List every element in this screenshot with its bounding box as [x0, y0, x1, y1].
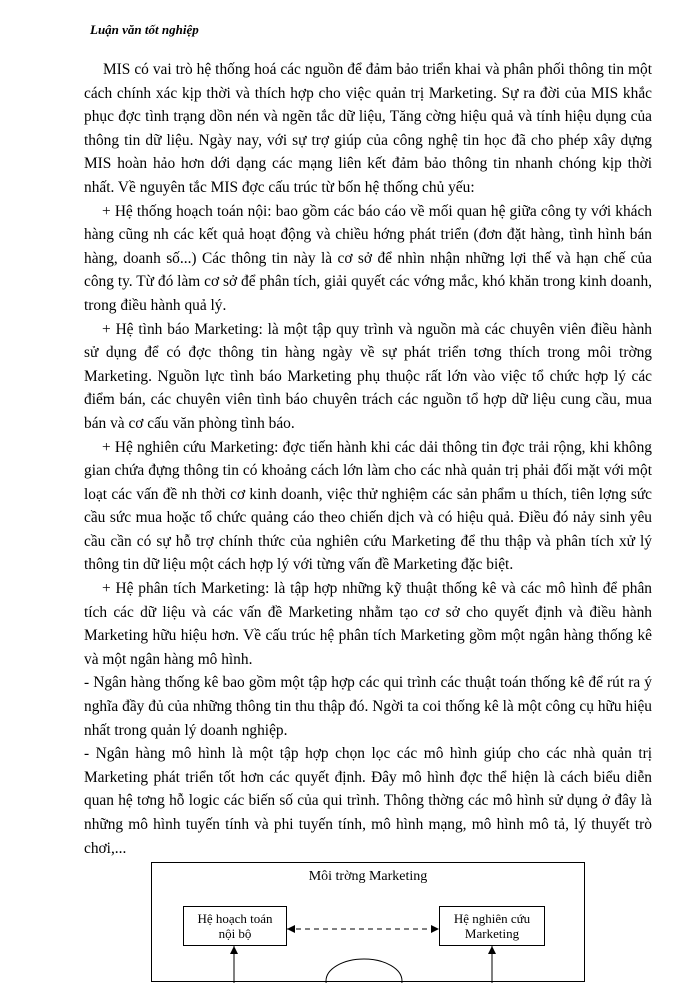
center-ellipse	[326, 959, 402, 983]
dash-model-bank: - Ngân hàng mô hình là một tập hợp chọn lọc các mô hình giúp cho các nhà quản trị Marketing phát triển tốt hơn các quyết định. Đây mô hình đợc thể hiện là cách biểu diễn quan hệ tơng hỗ logic các biến số của qui trình. Thông thờng các mô hình sử dụng ở đây là những mô hình tuyến tính và phi tuyến tính, mô hình mạng, mô hình mô tả, lý thuyết trò chơi,...	[84, 745, 652, 857]
box-label-line: Hệ nghiên cứu	[453, 911, 531, 926]
bullet-marketing-research: + Hệ nghiên cứu Marketing: đợc tiến hành khi các dải thông tin đợc trải rộng, khi không gian chứa đựng thông tin có khoảng cách lớn làm cho các nhà quản trị phải đối mặt với một loạt các vấn đề nh thời cơ kinh doanh, việc thử nghiệm các sản phẩm u thích, tiên lợng sức cầu sức mua hoặc tổ chức quảng cáo theo chiến dịch và có hiệu quả. Điều đó nảy sinh yêu cầu cần có sự hỗ trợ chính thức của nghiên cứu Marketing để thu thập và phân tích xử lý thông tin dữ liệu một cách hợp lý với từng vấn đề Marketing đặc biệt.	[84, 438, 652, 574]
diagram-title: Môi trờng Marketing	[308, 869, 428, 884]
box-marketing-research	[439, 906, 545, 946]
arrow-up-icon	[230, 946, 238, 954]
document-body	[84, 58, 652, 860]
mis-diagram	[151, 862, 585, 982]
bullet-internal-accounting: + Hệ thống hoạch toán nội: bao gồm các báo cáo về mối quan hệ giữa công ty với khách hàng cũng nh các kết quả hoạt động và chiều hớng phát triển (đơn đặt hàng, tình hình bán hàng, doanh số...) Các thông tin này là cơ sở để nhìn nhận những lợi thế và hạn chế của công ty. Từ đó làm cơ sở để phân tích, giải quyết các vớng mắc, khó khăn trong kinh doanh, trong điều hành quả lý.	[84, 202, 652, 314]
arrow-right-icon	[431, 925, 439, 933]
box-label-line: nội bộ	[218, 926, 252, 941]
box-internal-accounting	[183, 906, 287, 946]
box-label-line: Hệ hoạch toán	[197, 911, 273, 926]
arrow-up-icon	[488, 946, 496, 954]
intro-paragraph: MIS có vai trò hệ thống hoá các nguồn để đảm bảo triển khai và phân phối thông tin một cách chính xác kịp thời và thích hợp cho việc quản trị Marketing. Sự ra đời của MIS khắc phục đợc tình trạng dồn nén và ngẽn tắc dữ liệu, Tăng cờng hiệu quả và tính hiệu dụng của thông tin dữ liệu. Ngày nay, với sự trợ giúp của công nghệ tin học đã cho phép xây dựng MIS hoàn hảo hơn dới dạng các mạng liên kết đảm bảo thông tin nhanh chóng kịp thời nhất. Về nguyên tắc MIS đợc cấu trúc từ bốn hệ thống chủ yếu:	[84, 61, 652, 196]
arrow-left-icon	[287, 925, 295, 933]
bullet-marketing-intelligence: + Hệ tình báo Marketing: là một tập quy trình và nguồn mà các chuyên viên điều hành sử dụng để có đợc thông tin hàng ngày về sự phát triển tơng thích trong môi trờng Marketing. Nguồn lực tình báo Marketing phụ thuộc rất lớn vào việc tổ chức hợp lý các điểm bán, các chuyên viên tình báo chuyên trách các nguồn tổ hợp dữ liệu cung cầu, mua bán và cơ cấu văn phòng tình báo.	[84, 320, 652, 432]
page-header: Luận văn tốt nghiệp	[90, 22, 199, 37]
box-label-line: Marketing	[464, 926, 520, 941]
bullet-marketing-analysis: + Hệ phân tích Marketing: là tập hợp những kỹ thuật thống kê và các mô hình để phân tích các dữ liệu và các vấn đề Marketing nhằm tạo cơ sở cho quyết định và điều hành Marketing hữu hiệu hơn. Về cấu trúc hệ phân tích Marketing gồm một ngân hàng thống kê và một ngân hàng mô hình.	[84, 580, 652, 668]
dash-statistics-bank: - Ngân hàng thống kê bao gồm một tập hợp các qui trình các thuật toán thống kê để rút ra ý nghĩa đầy đủ của những thông tin thu thập đó. Ngời ta coi thống kê là một công cụ hữu hiệu nhất trong quản lý doanh nghiệp.	[84, 674, 652, 739]
